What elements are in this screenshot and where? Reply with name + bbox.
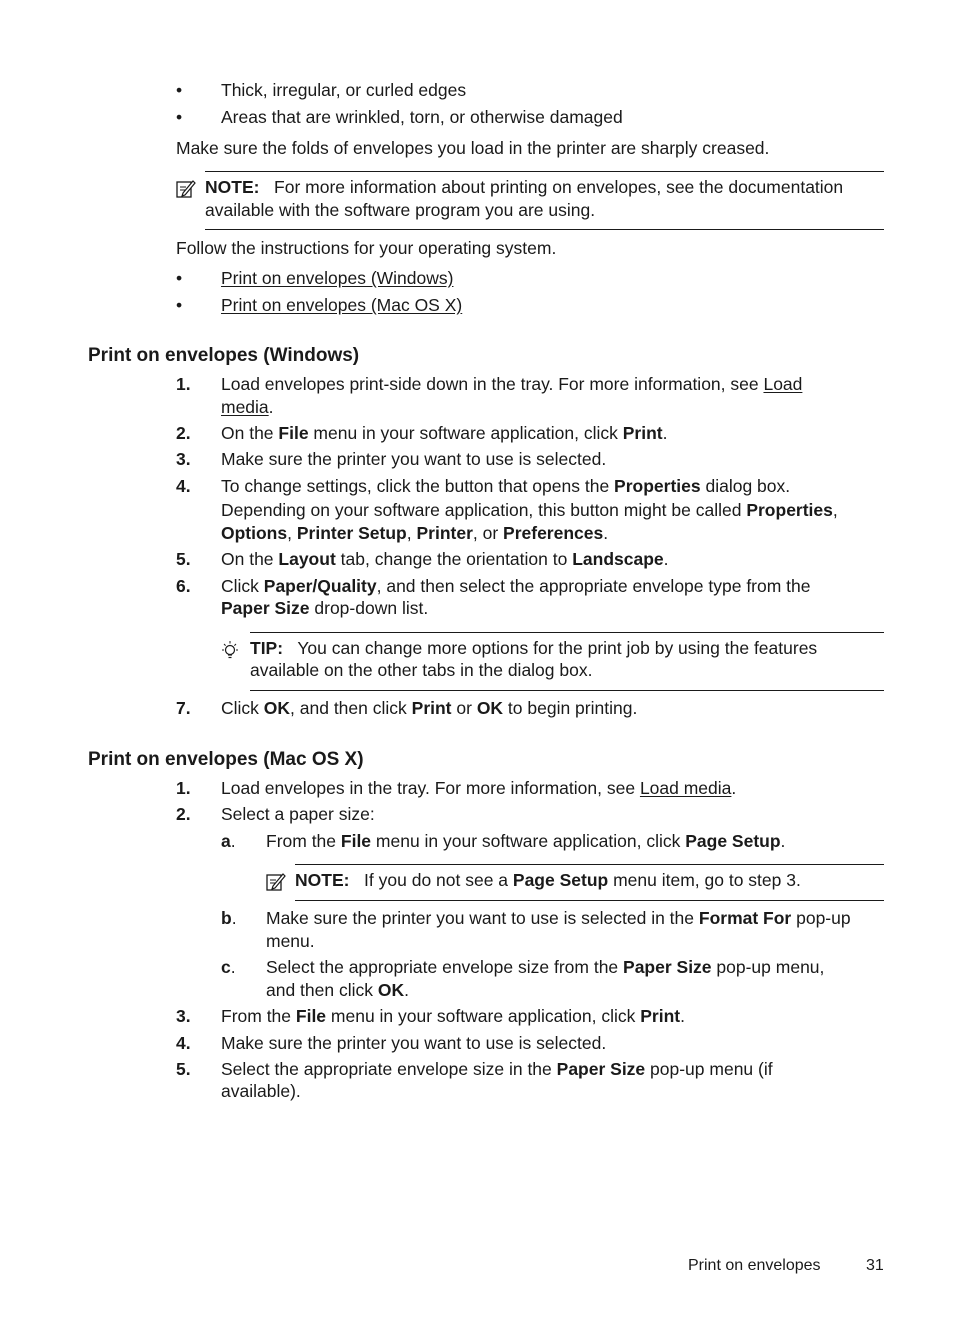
step-text: , and then select the appropriate envelope type from the — [376, 576, 811, 596]
substep-letter — [221, 830, 236, 853]
bullet-marker: • — [176, 107, 183, 127]
ui-term: Landscape — [572, 549, 664, 569]
ui-term: Layout — [278, 549, 336, 569]
ui-term: Printer Setup — [296, 523, 407, 543]
bullet-marker: • — [176, 295, 183, 315]
note-text: menu item, go to step 3. — [608, 870, 801, 890]
ui-term: Page Setup — [512, 870, 609, 890]
letter: a — [221, 831, 231, 851]
mac-substep-b-line-1 — [266, 907, 851, 930]
ui-term: Format For — [698, 908, 792, 928]
ui-term: Print — [622, 423, 663, 443]
link-load-media[interactable]: media — [221, 397, 269, 417]
step-text: pop-up menu (if — [645, 1059, 773, 1079]
ui-term: Print — [640, 1006, 681, 1026]
ui-term: Properties — [614, 476, 701, 496]
step-text: Make sure the printer you want to use is selected in the — [266, 908, 699, 928]
step-text: , and then click — [290, 698, 412, 718]
ui-term: Properties — [746, 500, 833, 520]
step-number: 4. — [176, 1033, 191, 1053]
mac-substep-a — [266, 830, 785, 853]
step-text: pop-up menu, — [711, 957, 825, 977]
step-text: to begin printing. — [503, 698, 638, 718]
step-text: and then click — [266, 980, 378, 1000]
step-text: On the — [221, 549, 279, 569]
mac-step-2: Select a paper size: — [221, 804, 375, 824]
step-text: To change settings, click the button that opens the — [221, 476, 615, 496]
step-text: dialog box. — [700, 476, 791, 496]
letter: c — [221, 957, 231, 977]
note-pencil-icon — [176, 178, 196, 199]
step-text: Select the appropriate envelope size from the — [266, 957, 624, 977]
step-text: menu in your software application, click — [308, 423, 623, 443]
mac-substep-b-line-2: menu. — [266, 931, 315, 951]
step-text: pop-up — [791, 908, 851, 928]
tip-line-2: available on the other tabs in the dialog box. — [250, 660, 593, 680]
step-number: 2. — [176, 804, 191, 824]
step-number: 3. — [176, 449, 191, 469]
mac-substep-c-line-2 — [266, 979, 409, 1002]
ui-term: OK — [476, 698, 504, 718]
ui-term: File — [278, 423, 309, 443]
step-text: menu in your software application, click — [326, 1006, 641, 1026]
folds-paragraph: Make sure the folds of envelopes you load in the printer are sharply creased. — [176, 138, 770, 158]
note-rule-bottom — [205, 229, 884, 230]
tip-text-1: You can change more options for the print job by using the features — [297, 638, 818, 658]
win-step-1-line-2 — [221, 396, 274, 419]
punct: . — [231, 908, 237, 928]
punct: . — [230, 831, 236, 851]
punct: . — [663, 549, 669, 569]
step-text: Load envelopes print-side down in the tray. For more information, see — [221, 374, 764, 394]
ui-term: Paper Size — [556, 1059, 646, 1079]
mac-substep-c-line-1 — [266, 956, 824, 979]
punct: . — [404, 980, 409, 1000]
note-line-2: available with the software program you are using. — [205, 200, 596, 220]
note-pencil-icon — [266, 871, 286, 892]
win-step-6-line-2 — [221, 597, 428, 620]
mac-step-1 — [221, 777, 736, 800]
step-number: 2. — [176, 423, 191, 443]
step-text: , or — [472, 523, 504, 543]
step-text: menu in your software application, click — [371, 831, 686, 851]
link-mac[interactable]: Print on envelopes (Mac OS X) — [221, 295, 463, 315]
step-text: On the — [221, 423, 279, 443]
punct: . — [731, 778, 737, 798]
mac-step-5-line-1 — [221, 1058, 773, 1081]
page-number: 31 — [866, 1257, 884, 1274]
mac-step-3 — [221, 1005, 685, 1028]
note-line-1 — [205, 176, 843, 199]
follow-paragraph: Follow the instructions for your operating system. — [176, 238, 557, 258]
step-number: 1. — [176, 778, 191, 798]
letter: b — [221, 908, 232, 928]
win-step-4-line-1 — [221, 475, 790, 498]
link-load-media[interactable]: Load media — [639, 778, 732, 798]
step-number: 5. — [176, 1059, 191, 1079]
ui-term: Preferences — [503, 523, 604, 543]
step-text: Load envelopes in the tray. For more information, see — [221, 778, 640, 798]
mac-note-line — [295, 869, 801, 892]
mac-note-rule-top — [295, 864, 884, 865]
note-text-1: For more information about printing on envelopes, see the documentation — [274, 177, 844, 197]
link-windows[interactable]: Print on envelopes (Windows) — [221, 268, 454, 288]
substep-letter — [221, 956, 236, 979]
note-label: NOTE: — [205, 177, 260, 197]
ui-term: Paper Size — [221, 598, 310, 618]
tip-rule-bottom — [250, 690, 884, 691]
footer-section-title: Print on envelopes — [688, 1257, 821, 1274]
tip-label: TIP: — [250, 638, 284, 658]
step-text: From the — [221, 1006, 296, 1026]
punct: , — [832, 500, 838, 520]
note-text: If you do not see a — [364, 870, 513, 890]
step-text: From the — [266, 831, 341, 851]
bullet-thick-edges: Thick, irregular, or curled edges — [221, 80, 467, 100]
step-number: 1. — [176, 374, 191, 394]
ui-term: OK — [263, 698, 291, 718]
step-number: 3. — [176, 1006, 191, 1026]
step-number: 5. — [176, 549, 191, 569]
mac-note-rule-bottom — [295, 900, 884, 901]
win-step-3: Make sure the printer you want to use is selected. — [221, 449, 607, 469]
win-step-5 — [221, 548, 669, 571]
tip-rule-top — [250, 632, 884, 633]
step-text: Click — [221, 576, 264, 596]
ui-term: Page Setup — [685, 831, 781, 851]
punct: . — [662, 423, 668, 443]
step-text: Click — [221, 698, 264, 718]
step-number: 6. — [176, 576, 191, 596]
bullet-wrinkled: Areas that are wrinkled, torn, or otherwise damaged — [221, 107, 623, 127]
step-number: 7. — [176, 698, 191, 718]
win-step-4-line-3 — [221, 522, 608, 545]
step-text: tab, change the orientation to — [335, 549, 573, 569]
ui-term: Printer — [416, 523, 473, 543]
step-text: Select the appropriate envelope size in the — [221, 1059, 557, 1079]
lightbulb-icon — [220, 640, 240, 662]
ui-term: Paper/Quality — [263, 576, 377, 596]
ui-term: OK — [377, 980, 405, 1000]
mac-step-5-line-2: available). — [221, 1081, 301, 1101]
note-rule-top — [205, 171, 884, 172]
ui-term: File — [340, 831, 372, 851]
step-text: or — [451, 698, 477, 718]
substep-letter — [221, 907, 237, 930]
ui-term: Options — [221, 523, 288, 543]
bullet-marker: • — [176, 268, 183, 288]
win-step-4-line-2 — [221, 499, 838, 522]
punct: . — [230, 957, 236, 977]
ui-term: File — [295, 1006, 327, 1026]
punct: , — [287, 523, 297, 543]
win-step-1-line-1 — [221, 373, 802, 396]
ui-term: Print — [411, 698, 452, 718]
punct: . — [603, 523, 609, 543]
punct: . — [680, 1006, 685, 1026]
win-step-6-line-1 — [221, 575, 811, 598]
heading-windows: Print on envelopes (Windows) — [88, 345, 360, 366]
step-text: drop-down list. — [309, 598, 429, 618]
win-step-7 — [221, 697, 637, 720]
step-text: Depending on your software application, this button might be called — [221, 500, 747, 520]
bullet-marker: • — [176, 80, 183, 100]
link-load-media[interactable]: Load — [763, 374, 803, 394]
step-number: 4. — [176, 476, 191, 496]
punct: . — [780, 831, 786, 851]
ui-term: Paper Size — [623, 957, 712, 977]
win-step-2 — [221, 422, 667, 445]
punct: , — [406, 523, 417, 543]
note-label: NOTE: — [295, 870, 350, 890]
tip-line-1 — [250, 637, 817, 660]
heading-mac: Print on envelopes (Mac OS X) — [88, 749, 364, 770]
mac-step-4: Make sure the printer you want to use is selected. — [221, 1033, 607, 1053]
punct: . — [268, 397, 274, 417]
